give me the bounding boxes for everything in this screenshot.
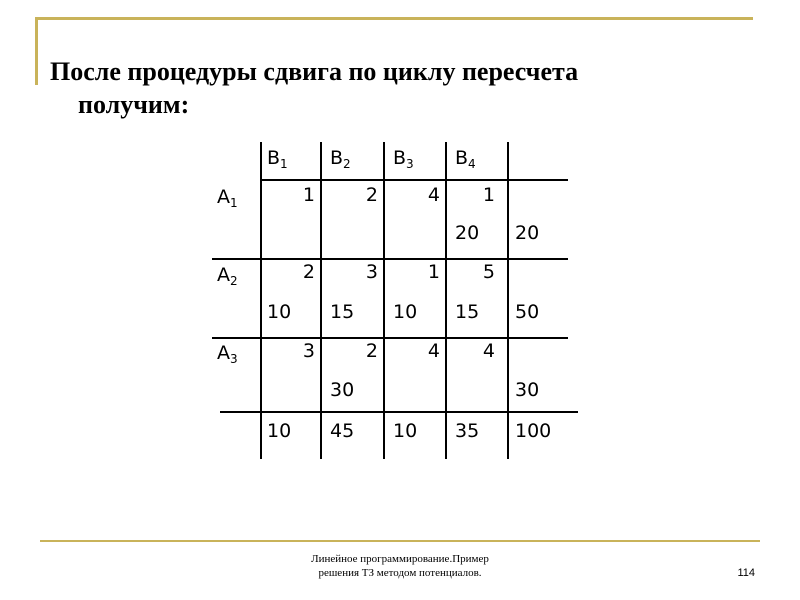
column-header-b1: $B_1$ [267,147,288,171]
table-hline [260,179,568,181]
table-hline [220,411,578,413]
cost-cell: 4 [427,340,440,362]
cost-cell: 1 [482,184,495,206]
cost-cell: 4 [482,340,495,362]
table-vline [260,142,262,459]
demand-cell: 10 [267,420,292,442]
slide-footer [250,552,550,580]
top-frame-line [35,17,753,20]
table-vline [383,142,385,459]
cost-cell: 3 [365,261,378,283]
column-header-b2: $B_2$ [330,147,351,171]
column-header-b3: $B_3$ [393,147,414,171]
supply-cell: 50 [515,301,540,323]
cost-cell: 3 [302,340,315,362]
table-vline [320,142,322,459]
supply-cell: 20 [515,222,540,244]
table-vline [507,142,509,459]
cost-cell: 1 [427,261,440,283]
cost-cell: 5 [482,261,495,283]
cost-cell: 2 [302,261,315,283]
cost-cell: 2 [365,184,378,206]
row-header-a3: $A_3$ [217,342,238,366]
table-hline [212,258,568,260]
table-vline [445,142,447,459]
amount-cell: 10 [267,301,292,323]
amount-cell: 15 [455,301,480,323]
amount-cell: 30 [330,379,355,401]
table-hline [212,337,568,339]
demand-cell: 45 [330,420,355,442]
footer-line-2: решения ТЗ методом потенциалов. [318,567,482,579]
amount-cell: 20 [455,222,480,244]
total-cell: 100 [515,420,552,442]
footer-line-1: Линейное программирование.Пример [311,553,489,565]
transport-table [205,140,585,470]
row-header-a2: $A_2$ [217,264,238,288]
footer-divider [40,540,760,542]
row-header-a1: $A_1$ [217,186,238,210]
cost-cell: 4 [427,184,440,206]
amount-cell: 15 [330,301,355,323]
supply-cell: 30 [515,379,540,401]
demand-cell: 35 [455,420,480,442]
demand-cell: 10 [393,420,418,442]
slide-title [50,55,750,121]
cost-cell: 2 [365,340,378,362]
left-frame-line [35,17,38,85]
column-header-b4: $B_4$ [455,147,476,171]
cost-cell: 1 [302,184,315,206]
page-number: 114 [737,567,755,579]
title-line-1: После процедуры сдвига по циклу пересчета [50,57,579,86]
amount-cell: 10 [393,301,418,323]
title-line-2: получим: [78,90,190,119]
